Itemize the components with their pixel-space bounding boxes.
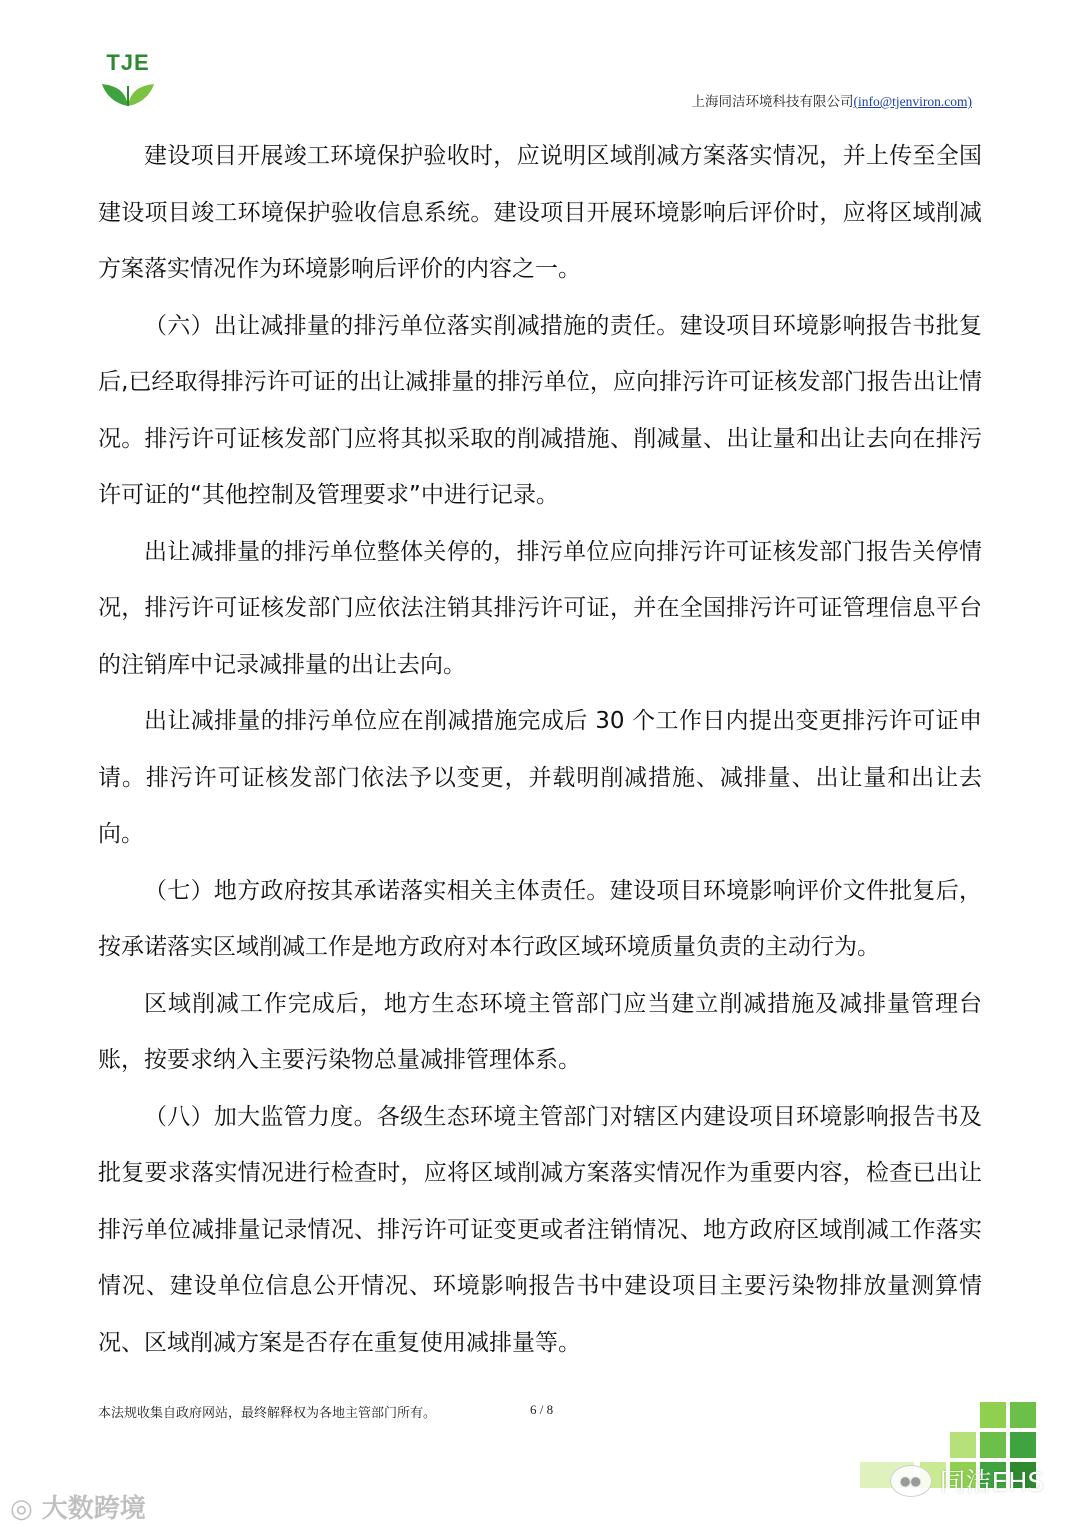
paragraph: （七）地方政府按其承诺落实相关主体责任。建设项目环境影响评价文件批复后，按承诺落实区域削减工作是地方政府对本行政区域环境质量负责的主动行为。	[98, 877, 982, 960]
logo-text: TJE	[106, 50, 150, 75]
company-email-link[interactable]: (info@tjenviron.com)	[853, 94, 972, 109]
wechat-icon: ●●	[890, 1465, 932, 1497]
company-logo	[96, 50, 160, 108]
footer-disclaimer: 本法规收集自政府网站，最终解释权为各地主管部门所有。	[98, 1405, 437, 1420]
paragraph: （八）加大监管力度。各级生态环境主管部门对辖区内建设项目环境影响报告书及批复要求落实情况进行检查时，应将区域削减方案落实情况作为重要内容，检查已出让排污单位减排量记录情况、排污许可证变更或者注销情况、地方政府区域削减工作落实情况、建设单位信息公开情况、环境影响报告书中建设项目主要污染物排放量测算情况、区域削减方案是否存在重复使用减排量等。	[98, 1103, 982, 1356]
document-body	[98, 128, 982, 1371]
paragraph: 建设项目开展竣工环境保护验收时，应说明区域削减方案落实情况，并上传至全国建设项目竣工环境保护验收信息系统。建设项目开展环境影响后评价时，应将区域削减方案落实情况作为环境影响后评价的内容之一。	[98, 143, 982, 282]
weibo-icon: ◎	[10, 1494, 42, 1524]
company-header	[691, 90, 972, 110]
leaf-icon	[96, 50, 160, 108]
watermark-text: 同洁EHS	[939, 1468, 1044, 1498]
page-number: 6 / 8	[530, 1402, 554, 1417]
paragraph: 出让减排量的排污单位整体关停的，排污单位应向排污许可证核发部门报告关停情况，排污许可证核发部门应依法注销其排污许可证，并在全国排污许可证管理信息平台的注销库中记录减排量的出让去向。	[98, 538, 982, 678]
paragraph: 区域削减工作完成后，地方生态环境主管部门应当建立削减措施及减排量管理台账，按要求纳入主要污染物总量减排管理体系。	[98, 990, 982, 1073]
paragraph: （六）出让减排量的排污单位落实削减措施的责任。建设项目环境影响报告书批复后,已经取得排污许可证的出让减排量的排污单位，应向排污许可证核发部门报告出让情况。排污许可证核发部门应将其拟采取的削减措施、削减量、出让量和出让去向在排污许可证的“其他控制及管理要求”中进行记录。	[98, 312, 982, 508]
watermark-left	[10, 1488, 146, 1525]
watermark-wechat	[890, 1462, 1044, 1499]
company-name: 上海同洁环境科技有限公司	[691, 94, 854, 109]
paragraph: 出让减排量的排污单位应在削减措施完成后 30 个工作日内提出变更排污许可证申请。排污许可证核发部门依法予以变更，并载明削减措施、减排量、出让量和出让去向。	[98, 708, 982, 847]
watermark-left-text: 大数跨境	[41, 1494, 146, 1524]
